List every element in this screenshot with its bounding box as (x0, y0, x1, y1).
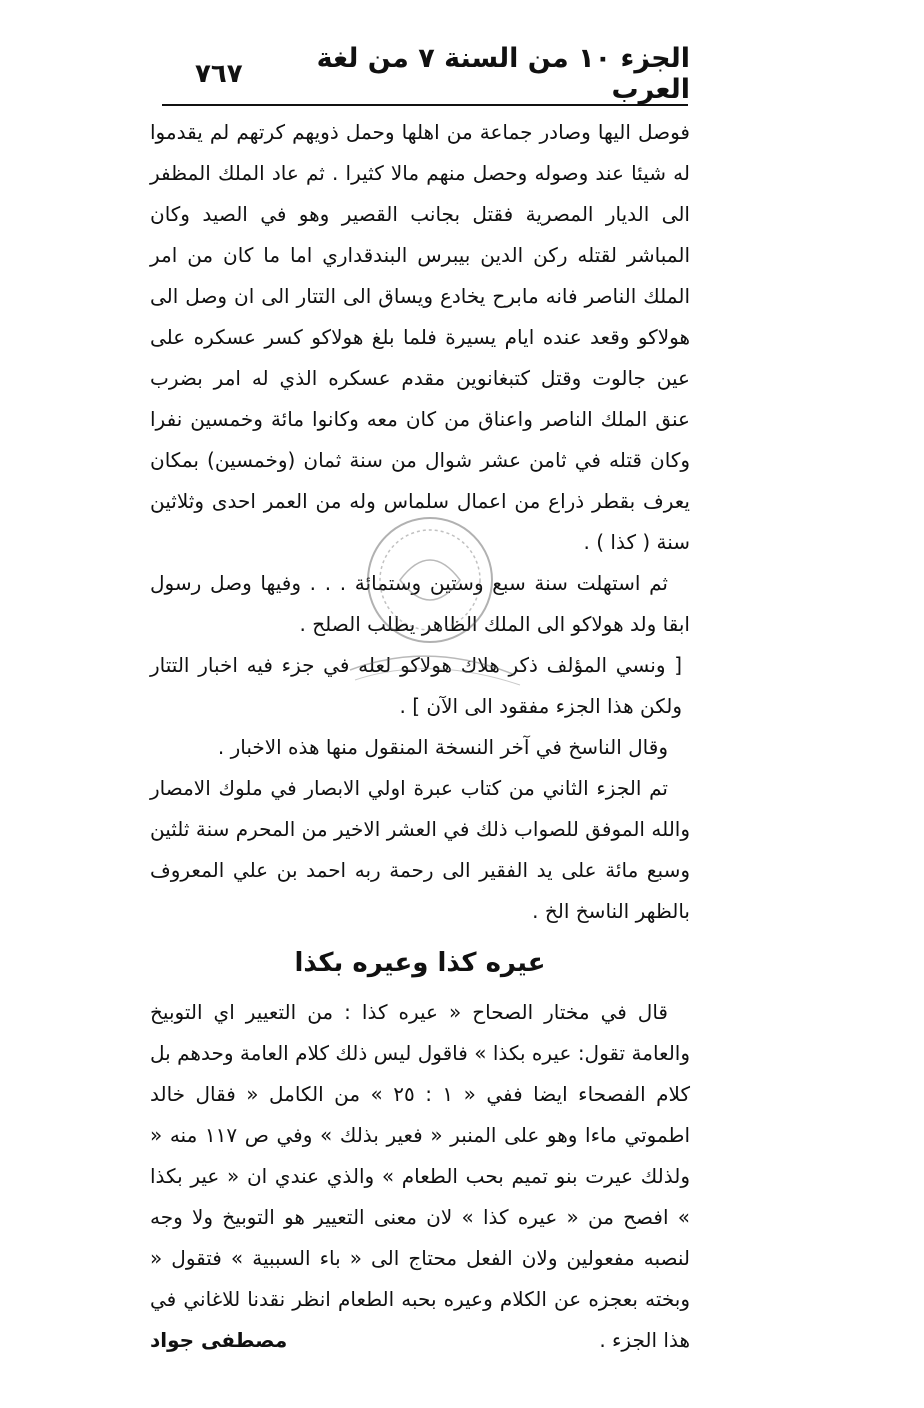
paragraph-linguistic-note (150, 992, 690, 1361)
paragraph-year-667: ثم استهلت سنة سبع وستين وستمائة . . . وفيها وصل رسول ابقا ولد هولاكو الى الملك الظاهر يطلب الصلح . (150, 571, 690, 636)
paragraph-editor-note: [ ونسي المؤلف ذكر هلاك هولاكو لعله في جزء فيه اخبار التتار ولكن هذا الجزء مفقود الى الآن ] . (150, 653, 682, 718)
header-divider (162, 104, 688, 106)
author-signature: مصطفى جواد (150, 1328, 288, 1352)
linguistic-note-text: قال في مختار الصحاح « عيره كذا : من التعيير اي التوبيخ والعامة تقول: عيره بكذا » فاقول ليس ذلك كلام العامة وحدهم بل كلام الفصحاء ايضا ففي « ١ : ٢٥ » من الكامل « فقال خالد اطموتي ماءا وهو على المنبر « فعير بذلك » وفي ص ١١٧ منه « ولذلك عيرت بنو تميم بحب الطعام » والذي عندي ان « عير بكذا » افصح من « عيره كذا » لان معنى التعيير هو التوبيخ ولا وجه لنصبه مفعولين ولان الفعل محتاج الى « باء السببية » فتقول « وبخته بعجزه عن الكلام وعيره بحبه الطعام انظر نقدنا للاغاني في هذا الجزء . (150, 1000, 691, 1352)
paragraph-copyist-note: وقال الناسخ في آخر النسخة المنقول منها هذه الاخبار . (217, 735, 668, 759)
main-text (150, 112, 690, 1361)
page-header (195, 43, 690, 105)
paragraph-historical-narrative: فوصل اليها وصادر جماعة من اهلها وحمل ذويهم كرتهم لم يقدموا له شيئا عند وصوله وحصل منهم مالا كثيرا . ثم عاد الملك المظفر الى الديار المصرية فقتل بجانب القصير وهو في الصيد وكان المباشر لقتله ركن الدين بيبرس البندقداري اما ما كان من امر الملك الناصر فانه مابرح يخادع ويساق الى التتار الى ان وصل الى هولاكو وقعد عنده ايام يسيرة فلما بلغ هولاكو كسر عسكره على عين جالوت وقتل كتبغانوين مقدم عسكره الذي له امر بضرب عنق الملك الناصر واعناق من كان معه وكانوا مائة وخمسين نفرا وكان قتله في ثامن عشر شوال من سنة ثمان (وخمسين) بمكان يعرف بقطر ذراع من اعمال سلماس وله من العمر احدى وثلاثين سنة ( كذا ) . (150, 120, 690, 554)
section-heading: عيره كذا وعيره بكذا (294, 948, 546, 978)
paragraph-colophon: تم الجزء الثاني من كتاب عبرة اولي الابصار في ملوك الامصار والله الموفق للصواب ذلك في العشر الاخير من المحرم سنة ثلثين وسبع مائة على يد الفقير الى رحمة ربه احمد بن علي المعروف بالظهر الناسخ الخ . (150, 776, 690, 923)
page-number: ٧٦٧ (195, 59, 243, 89)
running-title: الجزء ١٠ من السنة ٧ من لغة العرب (316, 43, 690, 105)
